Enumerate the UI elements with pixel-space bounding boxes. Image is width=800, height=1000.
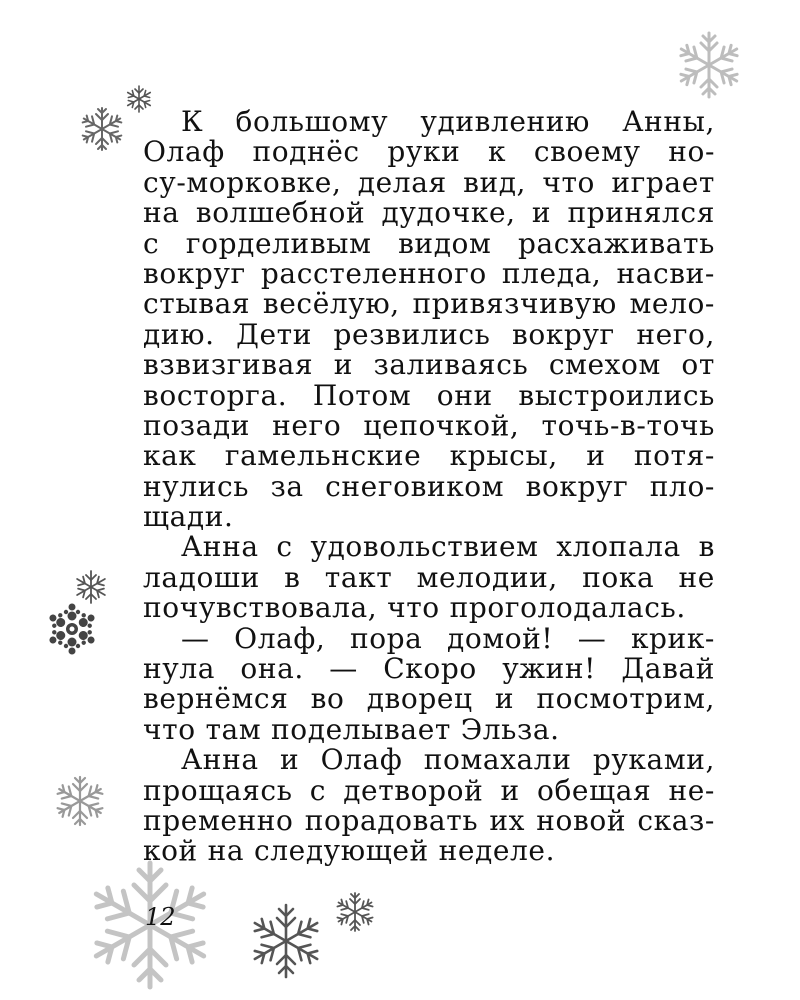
word: и xyxy=(586,439,606,473)
word: помахали xyxy=(423,743,572,777)
word: новой xyxy=(536,803,627,837)
word: расхаживать xyxy=(517,226,715,260)
word: не xyxy=(678,560,715,594)
word: взвизгивая xyxy=(143,348,314,382)
word: за xyxy=(270,469,304,503)
word: во xyxy=(310,682,345,716)
snowflake-icon xyxy=(335,892,375,932)
word: от xyxy=(681,348,715,382)
text-line xyxy=(143,350,715,380)
text-line xyxy=(143,621,715,655)
snowflake-icon xyxy=(248,903,324,979)
text-line xyxy=(143,107,715,137)
text-line xyxy=(143,469,715,503)
paragraph xyxy=(143,621,715,746)
word: видом xyxy=(398,226,492,260)
word: дию. xyxy=(143,317,215,351)
word: нула xyxy=(143,652,216,686)
word: обещая xyxy=(536,773,652,807)
word: дудочке, xyxy=(381,196,516,230)
word: горделивым xyxy=(185,226,372,260)
word: пременно xyxy=(143,803,294,837)
text-line xyxy=(143,712,715,746)
word: мелодии, xyxy=(416,560,558,594)
word: Давай xyxy=(621,652,715,686)
word: резвились xyxy=(333,317,491,351)
word: и xyxy=(279,743,300,777)
word: с xyxy=(143,226,160,260)
paragraph xyxy=(143,107,715,532)
word: удовольствием xyxy=(310,530,539,564)
word: она. xyxy=(240,652,304,686)
word: играет xyxy=(611,165,715,199)
word: своему xyxy=(533,135,641,169)
word: расстеленного xyxy=(260,256,487,290)
word: хлопала xyxy=(556,530,681,564)
word: что xyxy=(143,712,196,746)
word: пледа, xyxy=(501,256,602,290)
word: не- xyxy=(668,773,715,807)
text-line xyxy=(143,654,715,684)
word: руками, xyxy=(592,743,715,777)
page-number: 12 xyxy=(145,903,176,931)
word: делая xyxy=(357,165,447,199)
word: цепочкой, xyxy=(363,408,520,442)
word: К xyxy=(181,105,204,138)
word: Анна xyxy=(181,743,259,777)
word: вокруг xyxy=(512,317,615,351)
word: насви- xyxy=(616,256,715,290)
word: Эльза. xyxy=(460,712,560,746)
word: что xyxy=(387,591,440,625)
text-line xyxy=(143,165,715,199)
word: большому xyxy=(235,105,389,138)
text-line xyxy=(143,773,715,807)
word: их xyxy=(489,803,526,837)
word: Скоро xyxy=(383,652,477,686)
snowflake-icon xyxy=(55,776,105,826)
word: почувствовала, xyxy=(143,591,378,625)
word: там xyxy=(205,712,262,746)
word: на xyxy=(207,834,245,868)
text-line xyxy=(143,593,715,623)
word: прощаясь xyxy=(143,773,293,807)
word: позади xyxy=(143,408,250,442)
word: потя- xyxy=(633,439,715,473)
word: выстроились xyxy=(518,378,715,412)
text-line xyxy=(143,408,715,442)
word: дворец xyxy=(366,682,473,716)
word: су-морковке, xyxy=(143,165,342,199)
word: неделе. xyxy=(438,834,556,868)
word: к xyxy=(488,135,507,169)
word: с xyxy=(309,773,327,807)
word: вид, xyxy=(463,165,527,199)
word: волшебной xyxy=(195,196,366,230)
word: Анна xyxy=(181,530,259,564)
word: него xyxy=(272,408,342,442)
text-line xyxy=(143,836,715,866)
word: крик- xyxy=(630,621,715,655)
word: домой! xyxy=(447,621,554,655)
word: в xyxy=(698,530,715,564)
word: Анны, xyxy=(622,105,715,138)
word: Олаф, xyxy=(234,621,326,655)
word: заливаясь xyxy=(373,348,529,382)
word: вокруг xyxy=(143,256,246,290)
word: вернёмся xyxy=(143,682,289,716)
word: детворой xyxy=(343,773,484,807)
word: но- xyxy=(668,135,715,169)
text-line xyxy=(143,502,715,532)
snowflake-icon xyxy=(674,30,744,100)
word: следующей xyxy=(253,834,429,868)
word: руки xyxy=(387,135,461,169)
word: мело- xyxy=(629,287,715,321)
snowflake-icon xyxy=(46,603,98,655)
word: него, xyxy=(636,317,715,351)
word: и xyxy=(494,682,515,716)
snowflake-icon xyxy=(80,107,124,151)
text-line xyxy=(143,803,715,837)
word: и xyxy=(531,196,552,230)
word: они xyxy=(436,378,493,412)
word: вокруг xyxy=(525,469,629,503)
word: принялся xyxy=(567,196,715,230)
text-line xyxy=(143,560,715,594)
word: пло- xyxy=(649,469,715,503)
word: Потом xyxy=(312,378,412,412)
snowflake-icon xyxy=(74,570,108,604)
word: поднёс xyxy=(252,135,360,169)
word: Дети xyxy=(236,317,312,351)
word: крысы, xyxy=(449,439,558,473)
text-line xyxy=(143,137,715,167)
word: весёлую, xyxy=(262,287,400,321)
word: ладоши xyxy=(143,560,260,594)
word: и xyxy=(500,773,520,807)
word: проголодалась. xyxy=(449,591,686,625)
text-line xyxy=(143,684,715,714)
text-line xyxy=(143,226,715,260)
word: такт xyxy=(324,560,393,594)
word: сказ- xyxy=(637,803,715,837)
word: привязчивую xyxy=(412,287,617,321)
text-line xyxy=(143,745,715,775)
text-line xyxy=(143,256,715,290)
word: в xyxy=(284,560,301,594)
word: удивлению xyxy=(420,105,591,138)
word: что xyxy=(542,165,596,199)
word: нулись xyxy=(143,469,250,503)
word: пора xyxy=(349,621,423,655)
word: порадовать xyxy=(304,803,479,837)
word: как xyxy=(143,439,197,473)
paragraph xyxy=(143,532,715,623)
word: смехом xyxy=(548,348,661,382)
word: восторга. xyxy=(143,378,288,412)
text-line xyxy=(143,289,715,319)
paragraph xyxy=(143,745,715,867)
text-line xyxy=(143,532,715,562)
word: — xyxy=(577,621,607,655)
word: — xyxy=(181,621,210,655)
word: ужин! xyxy=(502,652,597,686)
text-line xyxy=(143,198,715,228)
word: пока xyxy=(582,560,655,594)
word: с xyxy=(276,530,293,564)
word: Олаф xyxy=(143,135,225,169)
word: посмотрим, xyxy=(536,682,715,716)
word: стывая xyxy=(143,287,251,321)
word: и xyxy=(333,348,353,382)
word: Олаф xyxy=(320,743,403,777)
word: на xyxy=(143,196,180,230)
text-line xyxy=(143,317,715,351)
word: снеговиком xyxy=(325,469,505,503)
word: точь-в-точь xyxy=(541,408,715,442)
word: поделывает xyxy=(271,712,451,746)
body-text xyxy=(143,107,715,867)
word: щади. xyxy=(143,500,234,534)
word: кой xyxy=(143,834,198,868)
text-line xyxy=(143,441,715,471)
word: — xyxy=(329,652,358,686)
word: гамельнские xyxy=(224,439,422,473)
text-line xyxy=(143,378,715,412)
